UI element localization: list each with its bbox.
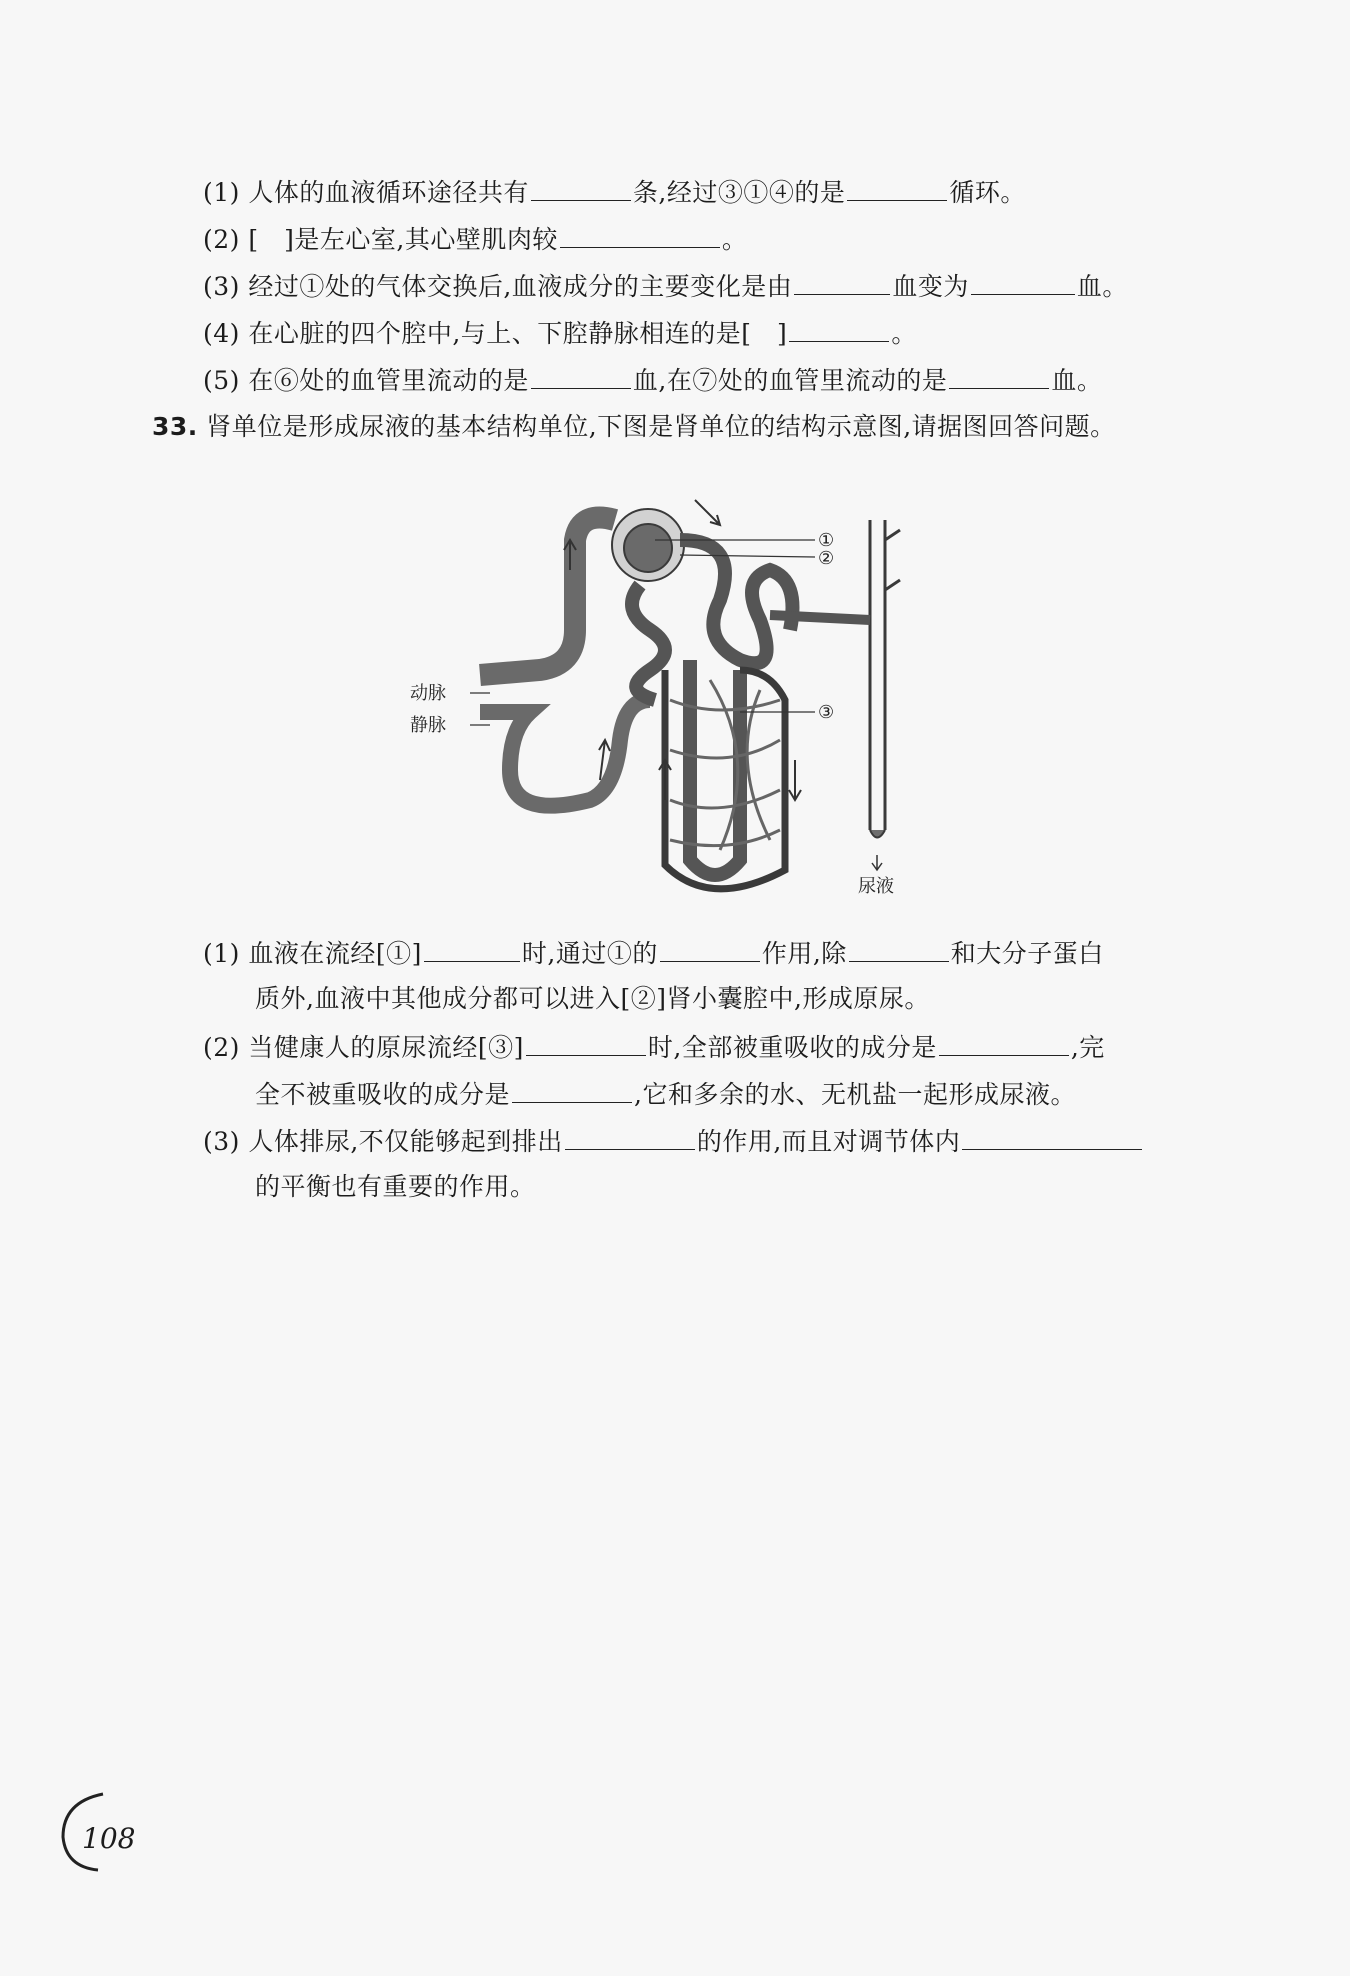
- q32-p2-text-b: 。: [721, 225, 748, 254]
- q32-p5-text-c: 血。: [1051, 366, 1103, 395]
- blank[interactable]: [962, 1123, 1142, 1150]
- q32-p3-text-a: (3) 经过①处的气体交换后,血液成分的主要变化是由: [203, 272, 793, 301]
- label-3: ③: [818, 702, 835, 723]
- q33-stem: [152, 410, 1116, 444]
- blank[interactable]: [424, 935, 520, 962]
- question-number: 33.: [152, 412, 198, 441]
- blank[interactable]: [939, 1029, 1069, 1056]
- q32-p1-text-c: 循环。: [949, 178, 1026, 207]
- q33-part-3: [203, 1123, 1144, 1159]
- q32-part-5: [203, 362, 1102, 398]
- q33-part-3-cont: [255, 1170, 536, 1204]
- q32-p5-text-a: (5) 在⑥处的血管里流动的是: [203, 366, 529, 395]
- page-number: 108: [82, 1822, 136, 1855]
- q32-p1-text-a: (1) 人体的血液循环途径共有: [203, 178, 529, 207]
- q32-p2-text-a: (2) [ ]是左心室,其心壁肌肉较: [203, 225, 558, 254]
- q32-part-3: [203, 268, 1128, 304]
- q33-part-2: [203, 1029, 1105, 1065]
- blank[interactable]: [660, 935, 760, 962]
- nephron-diagram: [410, 500, 920, 920]
- q33-p2-text-a: (2) 当健康人的原尿流经[③]: [203, 1033, 524, 1062]
- blank[interactable]: [512, 1076, 632, 1103]
- blank[interactable]: [565, 1123, 695, 1150]
- q32-p3-text-c: 血。: [1076, 272, 1128, 301]
- q33-p1-text-b: 时,通过①的: [521, 939, 658, 968]
- label-2: ②: [818, 548, 835, 569]
- label-vein: 静脉: [410, 715, 446, 736]
- blank[interactable]: [971, 268, 1075, 295]
- label-1: ①: [818, 530, 835, 551]
- q33-p3-text-a: (3) 人体排尿,不仅能够起到排出: [203, 1127, 563, 1156]
- blank[interactable]: [849, 935, 949, 962]
- blank[interactable]: [531, 362, 631, 389]
- q32-p1-text-b: 条,经过③①④的是: [632, 178, 846, 207]
- blank[interactable]: [531, 174, 631, 201]
- q33-p2-text-b: 时,全部被重吸收的成分是: [647, 1033, 937, 1062]
- blank[interactable]: [794, 268, 890, 295]
- q33-p2-cont-text-a: 全不被重吸收的成分是: [255, 1080, 511, 1109]
- q33-stem-text: 肾单位是形成尿液的基本结构单位,下图是肾单位的结构示意图,请据图回答问题。: [206, 412, 1116, 441]
- blank[interactable]: [789, 315, 889, 342]
- q33-p1-cont-text: 质外,血液中其他成分都可以进入[②]肾小囊腔中,形成原尿。: [255, 984, 930, 1013]
- q33-p3-cont-text: 的平衡也有重要的作用。: [255, 1172, 536, 1201]
- q33-p1-text-a: (1) 血液在流经[①]: [203, 939, 422, 968]
- q32-p3-text-b: 血变为: [892, 272, 969, 301]
- q33-part-2-cont: [255, 1076, 1076, 1112]
- q33-p2-text-c: ,完: [1070, 1033, 1105, 1062]
- q32-p5-text-b: 血,在⑦处的血管里流动的是: [632, 366, 948, 395]
- blank[interactable]: [526, 1029, 646, 1056]
- q32-p4-text-a: (4) 在心脏的四个腔中,与上、下腔静脉相连的是[ ]: [203, 319, 788, 348]
- q33-p3-text-b: 的作用,而且对调节体内: [696, 1127, 961, 1156]
- q33-p2-cont-text-b: ,它和多余的水、无机盐一起形成尿液。: [634, 1080, 1076, 1109]
- q32-part-1: [203, 174, 1026, 210]
- q33-part-1: [203, 935, 1104, 971]
- blank[interactable]: [560, 221, 720, 248]
- label-urine: 尿液: [858, 876, 894, 897]
- q32-part-4: [203, 315, 917, 351]
- q33-p1-text-c: 作用,除: [761, 939, 847, 968]
- q33-part-1-cont: [255, 982, 930, 1016]
- q32-p4-text-b: 。: [891, 319, 917, 348]
- blank[interactable]: [949, 362, 1049, 389]
- label-artery: 动脉: [410, 683, 446, 704]
- q33-p1-text-d: 和大分子蛋白: [950, 939, 1104, 968]
- blank[interactable]: [847, 174, 947, 201]
- q32-part-2: [203, 221, 747, 257]
